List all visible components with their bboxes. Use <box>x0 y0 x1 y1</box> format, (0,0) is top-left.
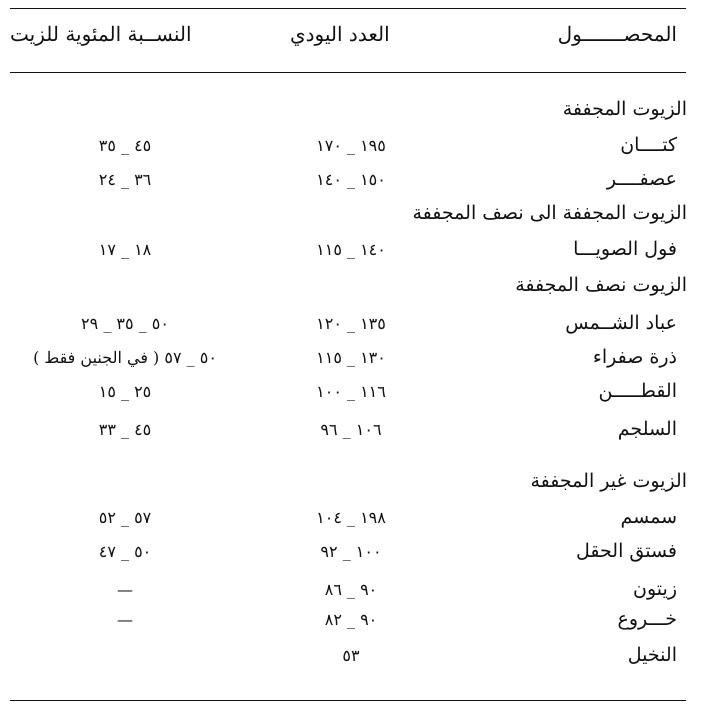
row-iodine: ٩٠ _ ٨٦ <box>324 580 378 599</box>
row-oil-percentage: ١٨ _ ١٧ <box>98 240 152 259</box>
row-crop: كتــــان <box>620 134 677 156</box>
row-crop: السلجم <box>617 418 677 440</box>
row-oil-percentage: — <box>117 610 133 629</box>
row-oil-percentage: ٤٥ _ ٣٥ <box>98 136 152 155</box>
row-oil-percentage: ٥٠ _ ٣٥ _ ٢٩ <box>81 314 169 333</box>
table-row <box>0 346 703 376</box>
table-bottom-rule <box>10 700 686 701</box>
row-oil-percentage: ٢٥ _ ١٥ <box>98 382 152 401</box>
row-crop: النخيل <box>627 644 677 666</box>
row-crop: ذرة صفراء <box>592 346 677 368</box>
table-row <box>0 168 703 198</box>
row-crop: الزيوت نصف المجففة <box>515 274 687 296</box>
table-row <box>0 134 703 164</box>
row-oil-percentage: ٤٥ _ ٣٣ <box>98 420 152 439</box>
table-row <box>0 202 703 232</box>
row-crop: الزيوت المجففة <box>562 98 687 120</box>
table-row <box>0 470 703 500</box>
row-crop: خـــروع <box>617 608 677 630</box>
row-iodine: ١١٦ _ ١٠٠ <box>316 382 386 401</box>
row-iodine: ١٠٠ _ ٩٢ <box>320 542 382 561</box>
row-iodine: ١٩٨ _ ١٠٤ <box>316 508 386 527</box>
row-iodine: ١٩٥ _ ١٧٠ <box>316 136 386 155</box>
row-iodine: ١٤٠ _ ١١٥ <box>316 240 386 259</box>
table-row <box>0 540 703 570</box>
row-crop: فستق الحقل <box>576 540 677 562</box>
row-oil-percentage: — <box>117 580 133 599</box>
row-oil-percentage: ٥٠ _ ٤٧ <box>98 542 152 561</box>
table-row <box>0 312 703 342</box>
row-iodine: ٩٠ _ ٨٢ <box>324 610 378 629</box>
header-oil-percentage: النســبة المئوية للزيت <box>10 22 192 46</box>
row-crop: الزيوت غير المجففة <box>530 470 687 492</box>
header-iodine-number: العدد اليودي <box>290 22 390 46</box>
table-row <box>0 238 703 268</box>
table-row <box>0 418 703 448</box>
table-row <box>0 578 703 608</box>
row-crop: زيتون <box>633 578 677 600</box>
table-row <box>0 98 703 128</box>
row-crop: عصفــــر <box>606 168 677 190</box>
row-crop: سمسم <box>620 506 677 528</box>
row-iodine: ١٥٠ _ ١٤٠ <box>316 170 386 189</box>
row-oil-percentage: ٥٧ _ ٥٢ <box>98 508 152 527</box>
table-row <box>0 380 703 410</box>
row-oil-percentage: ٥٠ _ ٥٧ ( في الجنين فقط ) <box>33 348 217 367</box>
row-oil-percentage: ٣٦ _ ٢٤ <box>98 170 152 189</box>
header-crop: المحصـــــــول <box>557 22 677 46</box>
row-iodine: ١٠٦ _ ٩٦ <box>320 420 382 439</box>
row-iodine: ١٣٠ _ ١١٥ <box>316 348 386 367</box>
row-crop: القطـــــن <box>598 380 677 402</box>
row-iodine: ٥٣ <box>342 646 360 665</box>
row-crop: عباد الشــمس <box>565 312 677 334</box>
row-crop: فول الصويـــا <box>573 238 677 260</box>
table-row <box>0 608 703 638</box>
table-row <box>0 506 703 536</box>
row-crop: الزيوت المجففة الى نصف المجففة <box>412 202 687 224</box>
table-row <box>0 644 703 674</box>
table-row <box>0 274 703 304</box>
row-iodine: ١٣٥ _ ١٢٠ <box>316 314 386 333</box>
